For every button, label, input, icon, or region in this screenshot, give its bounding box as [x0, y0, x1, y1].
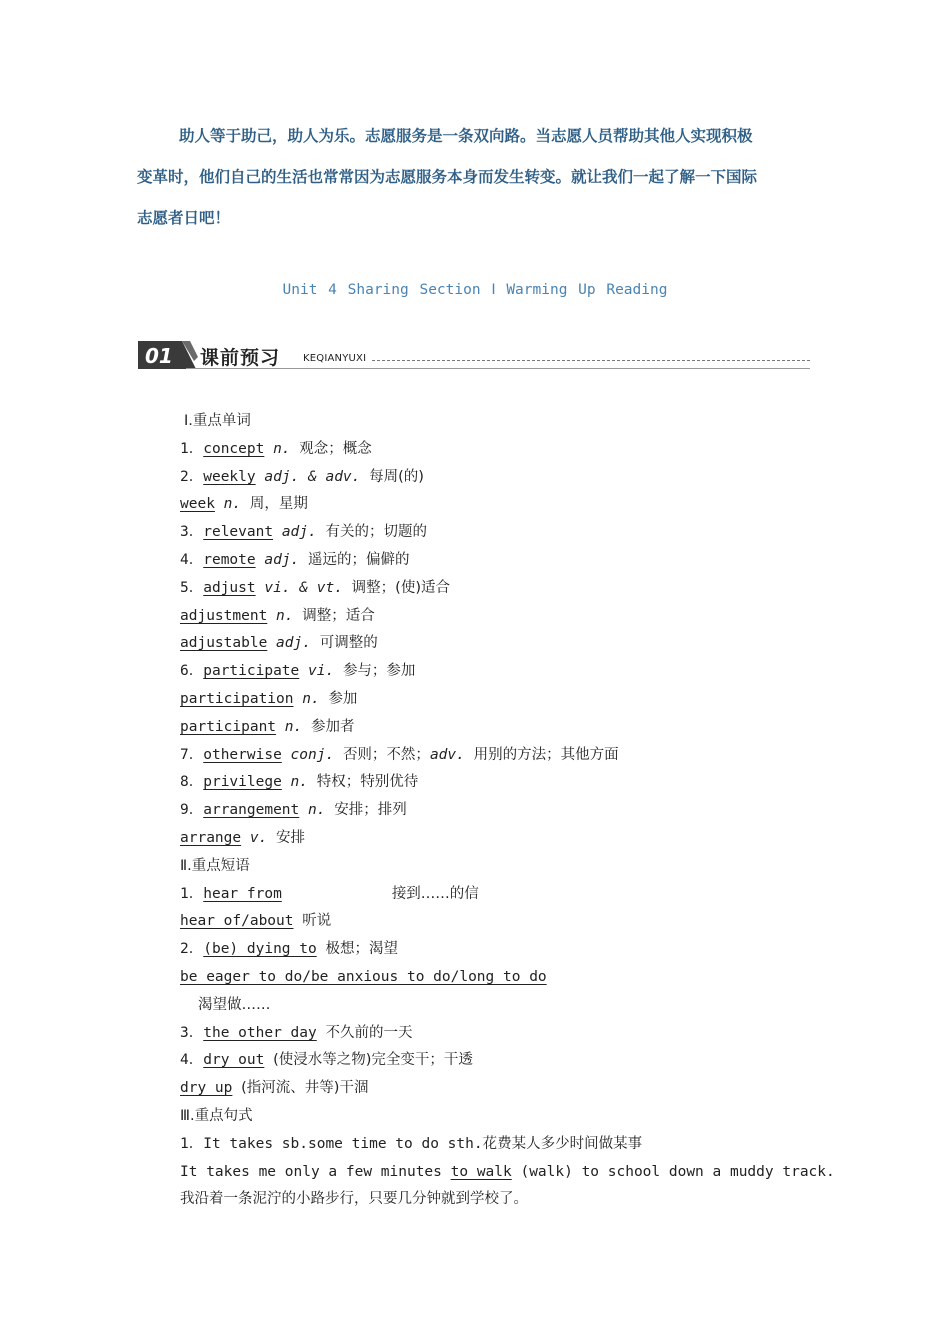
vocab-word: arrange	[180, 829, 242, 846]
section-title: 课前预习	[200, 347, 281, 369]
banner-underline	[186, 368, 810, 369]
vocab-meaning: 用别的方法；其他方面	[473, 746, 619, 763]
vocab-pos: n.	[273, 440, 291, 457]
vocab-pos: v.	[249, 829, 268, 846]
vocab-meaning: 周，星期	[249, 496, 308, 513]
vocab-item: 8．privilege n. 特权；特别优待	[180, 774, 419, 791]
banner-dashed-divider	[372, 360, 810, 361]
sentence-translation: 我沿着一条泥泞的小路步行，只要几分钟就到学校了。	[180, 1191, 528, 1208]
phrase-item: 3．the other day 不久前的一天	[180, 1024, 413, 1041]
vocab-meaning: 遥远的；偏僻的	[308, 551, 410, 568]
phrase: hear of/about	[180, 913, 294, 930]
vocab-derivative	[180, 630, 820, 658]
answer-blank: to walk	[450, 1163, 512, 1180]
vocab-pos: adj.	[276, 635, 311, 652]
vocab-pos: n.	[308, 802, 326, 819]
vocab-meaning: 可调整的	[319, 635, 378, 652]
phrase-item: 1．hear from 接到……的信	[180, 885, 479, 902]
sentences-heading: Ⅲ.重点句式	[180, 1107, 253, 1124]
vocab-derivative	[180, 603, 820, 631]
vocab-meaning: 观念；概念	[299, 440, 372, 457]
vocab-derivative	[180, 491, 820, 519]
vocab-meaning: 否则；不然；	[342, 746, 430, 763]
phrase: (be) dying to	[203, 941, 317, 958]
phrase-derivative	[180, 908, 820, 936]
phrase: dry out	[203, 1052, 265, 1069]
phrase-meaning: 渴望做……	[198, 996, 271, 1013]
vocab-word: relevant	[203, 524, 274, 541]
vocab-meaning: 调整；适合	[302, 607, 375, 624]
vocab-meaning: 有关的；切题的	[325, 524, 427, 541]
vocab-derivative	[180, 686, 820, 714]
vocab-word: weekly	[203, 468, 256, 485]
intro-line: 变革时，他们自己的生活也常常因为志愿服务本身而发生转变。就让我们一起了解一下国际	[137, 168, 758, 186]
pattern-meaning: 花费某人多少时间做某事	[482, 1135, 643, 1152]
sentence-pattern: 1．It takes sb.some time to do sth.花费某人多少时间做某事	[180, 1135, 643, 1152]
vocab-word: privilege	[203, 774, 282, 791]
phrase-meaning: 听说	[302, 913, 332, 930]
vocab-item: 7．otherwise conj. 否则；不然；adv. 用别的方法；其他方面	[180, 746, 619, 763]
phrase: dry up	[180, 1080, 233, 1097]
vocab-pos: vi.	[308, 663, 335, 680]
intro-line: 志愿者日吧！	[137, 209, 231, 227]
vocab-word: adjust	[203, 579, 256, 596]
vocab-pos: adj.	[264, 551, 300, 568]
phrase: the other day	[203, 1024, 317, 1041]
phrase-item: 4．dry out (使浸水等之物)完全变干；干透	[180, 1052, 473, 1069]
vocab-word: remote	[203, 551, 256, 568]
section-banner	[138, 339, 810, 373]
vocab-pos: adj. & adv.	[264, 468, 361, 485]
vocab-item: 4．remote adj. 遥远的；偏僻的	[180, 551, 410, 568]
phrase: hear from	[203, 885, 282, 902]
vocab-meaning: 参与；参加	[342, 663, 416, 680]
vocab-meaning: 安排；排列	[334, 802, 407, 819]
vocab-pos: conj.	[290, 746, 335, 763]
vocab-meaning: 参加	[328, 690, 358, 707]
vocab-pos: n.	[290, 774, 309, 791]
phrase-item: 2．(be) dying to 极想；渴望	[180, 941, 398, 958]
vocab-word: adjustable	[180, 635, 268, 652]
phrases-heading: Ⅱ.重点短语	[180, 857, 250, 874]
vocab-item: 2．weekly adj. & adv. 每周(的)	[180, 468, 424, 485]
intro-paragraph	[137, 116, 817, 239]
vocab-meaning: 每周(的)	[369, 468, 424, 485]
vocab-pos: n.	[302, 690, 320, 707]
vocab-derivative	[180, 825, 820, 853]
lesson-content	[180, 408, 835, 1214]
vocab-meaning: 安排	[276, 829, 306, 846]
pattern-text: It takes sb.some time to do sth.	[203, 1135, 483, 1152]
vocab-heading: Ⅰ.重点单词	[184, 413, 251, 429]
vocab-word: participant	[180, 718, 277, 735]
section-number: 01	[145, 344, 173, 368]
vocab-word: otherwise	[203, 746, 282, 763]
vocab-pos: n.	[284, 718, 303, 735]
vocab-pos: adj.	[281, 524, 317, 541]
vocab-derivative	[180, 714, 820, 742]
phrase-meaning: (指河流、井等)干涸	[241, 1080, 369, 1097]
vocab-item: 3．relevant adj. 有关的；切题的	[180, 524, 427, 541]
phrase-derivative	[180, 1075, 820, 1103]
phrase: be eager to do/be anxious to do/long to do	[180, 968, 547, 985]
vocab-item: 5．adjust vi. & vt. 调整；(使)适合	[180, 579, 450, 596]
phrase-meaning: 极想；渴望	[325, 941, 398, 958]
vocab-pos: vi. & vt.	[264, 579, 343, 596]
section-number-badge-icon	[138, 339, 198, 371]
vocab-word: arrangement	[203, 802, 300, 819]
intro-line: 助人等于助己，助人为乐。志愿服务是一条双向路。当志愿人员帮助其他人实现积极	[179, 127, 753, 145]
vocab-word: adjustment	[180, 607, 268, 624]
section-pinyin: KEQIANYUXI	[303, 353, 367, 364]
vocab-pos: n.	[276, 607, 294, 624]
vocab-item: 1．concept n. 观念；概念	[180, 440, 372, 457]
unit-title: Unit 4 Sharing Section Ⅰ Warming Up Reading	[282, 282, 668, 298]
vocab-item: 9．arrangement n. 安排；排列	[180, 802, 407, 819]
vocab-word: participate	[203, 663, 300, 680]
sentence-example: It takes me only a few minutes to walk (walk) to school down a muddy track.	[180, 1163, 835, 1180]
vocab-pos: adv.	[429, 746, 465, 763]
vocab-word: week	[180, 496, 215, 513]
phrase-meaning: 不久前的一天	[325, 1024, 413, 1041]
vocab-item: 6．participate vi. 参与；参加	[180, 663, 416, 680]
vocab-word: concept	[203, 440, 265, 457]
phrase-meaning: 接到……的信	[391, 885, 479, 902]
vocab-meaning: 参加者	[310, 718, 355, 735]
vocab-meaning: 特权；特别优待	[316, 774, 419, 791]
phrase-derivative	[180, 964, 820, 992]
phrase-meaning: (使浸水等之物)完全变干；干透	[273, 1052, 473, 1069]
vocab-word: participation	[180, 690, 294, 707]
vocab-meaning: 调整；(使)适合	[351, 579, 450, 596]
vocab-pos: n.	[223, 496, 242, 513]
